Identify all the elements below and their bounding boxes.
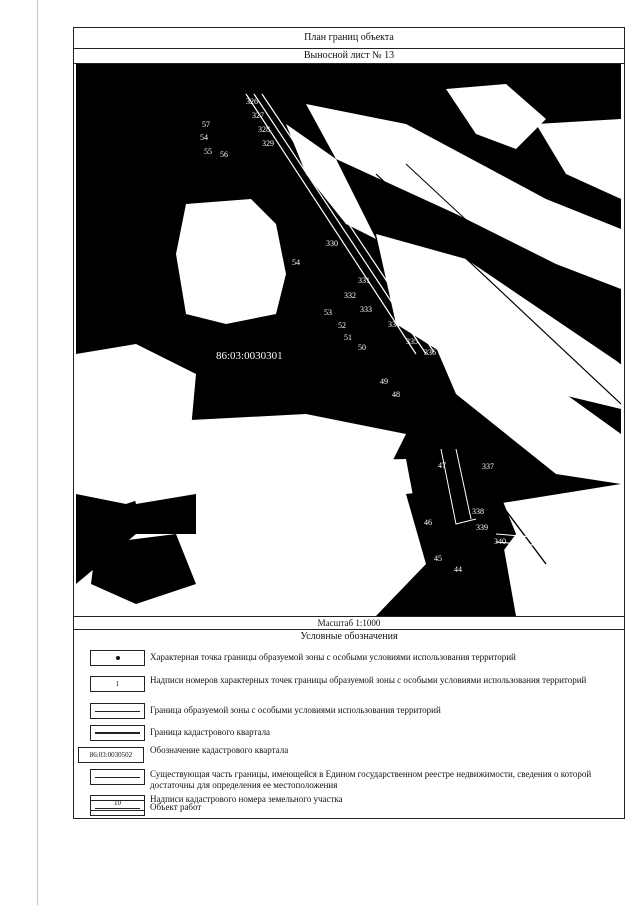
point-label: 329 xyxy=(262,139,274,148)
existing-line-icon xyxy=(95,777,140,778)
sheet-number: Выносной лист № 13 xyxy=(74,48,624,64)
point-label: 51 xyxy=(344,333,352,342)
white-area xyxy=(176,199,286,324)
legend-title: Условные обозначения xyxy=(300,631,398,642)
point-label: 326 xyxy=(246,97,258,106)
legend-parcel-number-symbol: 10 xyxy=(90,795,145,811)
quarter-line-icon xyxy=(95,732,140,734)
point-label: 331 xyxy=(358,276,370,285)
map-drawing xyxy=(76,64,621,616)
point-label: 327 xyxy=(252,111,264,120)
point-label: 339 xyxy=(476,523,488,532)
legend-quarter-boundary-symbol xyxy=(90,725,145,741)
point-label: 340 xyxy=(494,537,506,546)
point-label: 328 xyxy=(258,125,270,134)
legend-existing-boundary-symbol xyxy=(90,769,145,785)
point-label: 54 xyxy=(200,133,208,142)
legend-text: Граница кадастрового квартала xyxy=(150,727,271,737)
zone-line-icon xyxy=(95,711,140,712)
point-label: 337 xyxy=(482,462,494,471)
point-label: 48 xyxy=(392,390,400,399)
point-label: 44 xyxy=(454,565,462,574)
plan-sheet xyxy=(73,27,625,819)
point-label: 49 xyxy=(380,377,388,386)
legend-number-symbol: 1 xyxy=(90,676,145,692)
point-label: 50 xyxy=(358,343,366,352)
legend-text: Надписи кадастрового номера земельного участка xyxy=(150,794,343,804)
map-scale: Масштаб 1:1000 xyxy=(74,616,624,630)
point-label: 47 xyxy=(438,461,446,470)
point-label: 53 xyxy=(324,308,332,317)
point-label: 45 xyxy=(434,554,442,563)
point-label: 55 xyxy=(204,147,212,156)
point-label: 335 xyxy=(406,337,418,346)
point-label: 52 xyxy=(338,321,346,330)
point-label: 334 xyxy=(388,320,400,329)
map-panel xyxy=(76,64,621,616)
legend-text: Существующая часть границы, имеющейся в Едином государственном реестре недвижимости, сведения о которой достаточны для определения ее местоположения xyxy=(150,769,592,790)
legend-text: Обозначение кадастрового квартала xyxy=(150,745,289,755)
legend-text: Граница образуемой зоны с особыми условиями использования территорий xyxy=(150,705,441,715)
point-label: 46 xyxy=(424,518,432,527)
legend-work-object-symbol xyxy=(90,800,145,816)
legend-text: Характерная точка границы образуемой зоны с особыми условиями использования территорий xyxy=(150,652,516,662)
scan-edge-line xyxy=(37,0,38,905)
legend-text: Объект работ xyxy=(150,802,202,812)
legend-text: Надписи номеров характерных точек границы образуемой зоны с особыми условиями использования территорий xyxy=(150,675,587,685)
legend-zone-boundary-symbol xyxy=(90,703,145,719)
object-line-icon xyxy=(95,808,140,809)
point-label: 330 xyxy=(326,239,338,248)
legend-point-symbol xyxy=(90,650,145,666)
point-label: 57 xyxy=(202,120,210,129)
point-label: 333 xyxy=(360,305,372,314)
plan-title: План границ объекта xyxy=(74,28,624,49)
point-label: 56 xyxy=(220,150,228,159)
point-label: 338 xyxy=(472,507,484,516)
legend-quarter-symbol: 86:03:0030502 xyxy=(78,747,144,763)
point-label: 54 xyxy=(292,258,300,267)
point-label: 332 xyxy=(344,291,356,300)
point-dot-icon xyxy=(116,656,120,660)
cadastral-quarter-label: 86:03:0030301 xyxy=(216,350,283,362)
point-label: 336 xyxy=(424,348,436,357)
